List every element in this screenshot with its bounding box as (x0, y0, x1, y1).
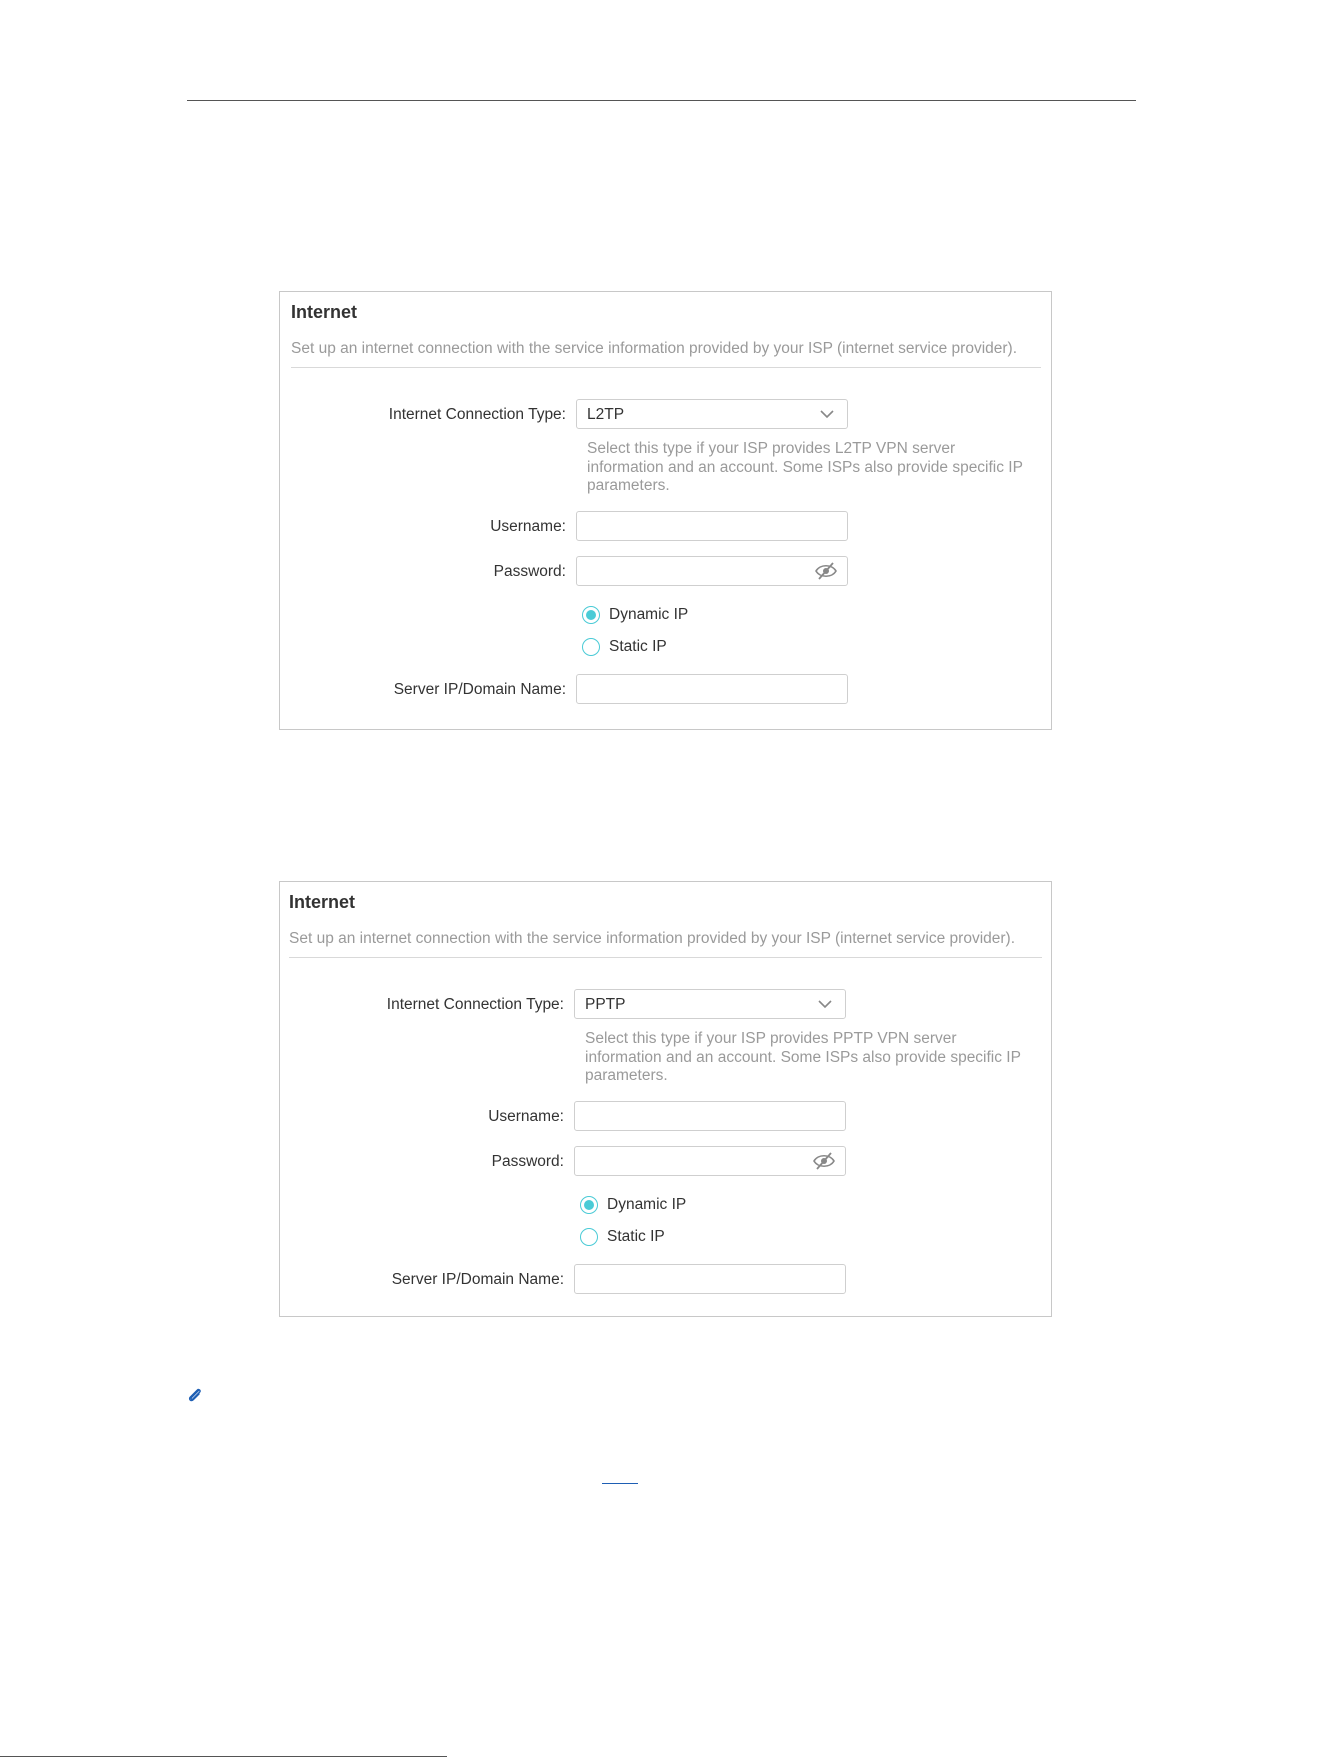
password-label: Password: (493, 563, 566, 580)
password-input[interactable] (576, 556, 848, 586)
username-input[interactable] (574, 1101, 846, 1131)
radio-button[interactable] (582, 606, 600, 624)
eye-slash-icon[interactable] (815, 562, 837, 580)
username-input[interactable] (576, 511, 848, 541)
panel-title: Internet (289, 892, 356, 912)
connection-type-select[interactable] (576, 399, 848, 429)
radio-label: Static IP (607, 1228, 665, 1245)
panel-divider (291, 367, 1041, 368)
server-label: Server IP/Domain Name: (391, 1271, 564, 1288)
footer-rule (0, 1756, 447, 1757)
paperclip-icon (186, 1386, 204, 1404)
internet-panel-l2tp (279, 291, 1052, 730)
radio-label: Dynamic IP (609, 606, 689, 623)
connection-type-hint: Select this type if your ISP provides L2TP VPN server information and an account. Some ISPs also provide specific IP parameters. (587, 440, 1023, 494)
password-input[interactable] (574, 1146, 846, 1176)
header-rule (187, 100, 1136, 101)
chevron-down-icon (817, 998, 833, 1010)
connection-type-label: Internet Connection Type: (388, 406, 566, 423)
radio-button[interactable] (582, 638, 600, 656)
radio-button[interactable] (580, 1228, 598, 1246)
chevron-down-icon (819, 408, 835, 420)
radio-label: Dynamic IP (607, 1196, 687, 1213)
password-label: Password: (491, 1153, 564, 1170)
server-label: Server IP/Domain Name: (393, 681, 566, 698)
server-input[interactable] (576, 674, 848, 704)
username-label: Username: (488, 1108, 564, 1125)
link-underline[interactable] (602, 1483, 638, 1484)
connection-type-value: PPTP (585, 996, 626, 1013)
eye-slash-icon[interactable] (813, 1152, 835, 1170)
radio-button[interactable] (580, 1196, 598, 1214)
connection-type-label: Internet Connection Type: (386, 996, 564, 1013)
panel-title: Internet (291, 302, 358, 322)
internet-panel-pptp (279, 881, 1052, 1317)
connection-type-value: L2TP (587, 406, 625, 423)
panel-description: Set up an internet connection with the service information provided by your ISP (internet service provider). (289, 930, 1016, 947)
username-label: Username: (490, 518, 566, 535)
panel-description: Set up an internet connection with the service information provided by your ISP (internet service provider). (291, 340, 1018, 357)
connection-type-hint: Select this type if your ISP provides PPTP VPN server information and an account. Some ISPs also provide specific IP parameters. (585, 1030, 1021, 1084)
server-input[interactable] (574, 1264, 846, 1294)
connection-type-select[interactable] (574, 989, 846, 1019)
radio-label: Static IP (609, 638, 667, 655)
panel-divider (289, 957, 1042, 958)
